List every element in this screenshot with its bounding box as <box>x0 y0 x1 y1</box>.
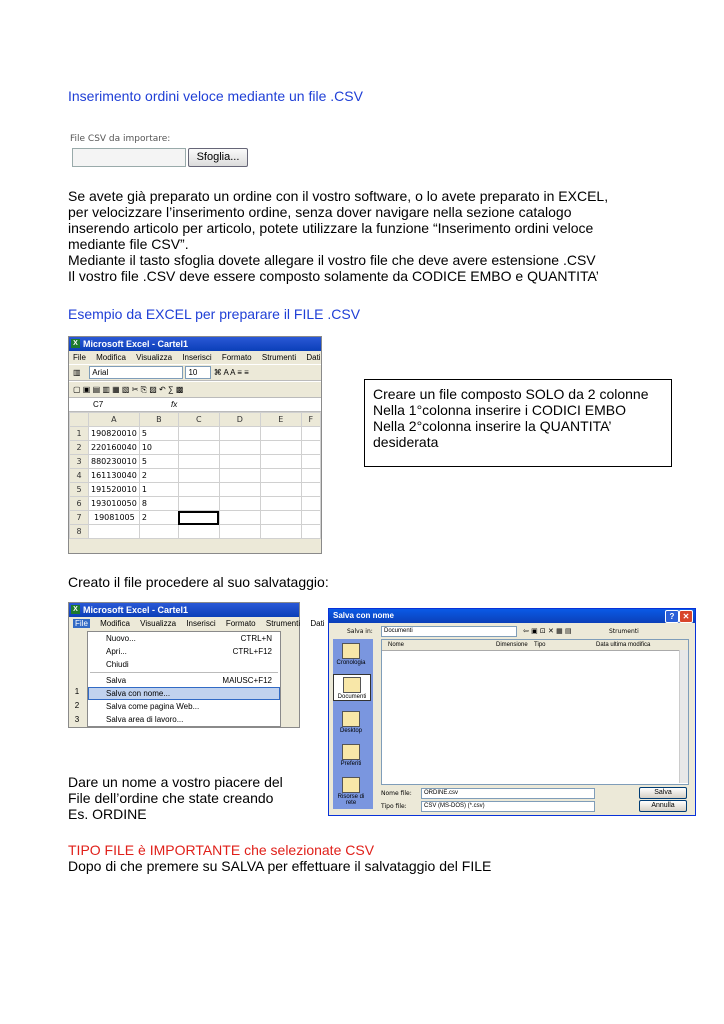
desktop-icon <box>342 711 360 727</box>
table-row <box>70 497 321 511</box>
cell[interactable] <box>260 455 301 469</box>
cell-code[interactable] <box>89 525 140 539</box>
row-number[interactable]: 1 <box>74 687 80 696</box>
scrollbar[interactable] <box>679 650 688 783</box>
row-number[interactable]: 7 <box>70 511 89 525</box>
cell[interactable] <box>260 511 301 525</box>
cell-code[interactable]: 880230010 <box>89 455 140 469</box>
formula-bar <box>69 398 321 412</box>
callout-line: Nella 1°colonna inserire i CODICI EMBO <box>373 402 627 418</box>
intro-line: Se avete già preparato un ordine con il vostro software, o lo avete preparato in EXCEL, <box>68 188 609 204</box>
cell[interactable] <box>301 483 320 497</box>
excel-menu-bar <box>69 351 321 364</box>
filetype-label: Tipo file: <box>381 803 407 810</box>
excel-title: Microsoft Excel - Cartel1 <box>83 605 189 615</box>
intro-line: per velocizzare l’inserimento ordine, senza dover navigare nella sezione catalogo <box>68 204 572 220</box>
cell[interactable] <box>301 525 320 539</box>
cell[interactable] <box>301 511 320 525</box>
callout-line: Nella 2°colonna inserire la QUANTITA’ <box>373 418 612 434</box>
selected-cell[interactable] <box>178 511 219 525</box>
excel-title-bar <box>69 603 299 617</box>
menu-item-new[interactable]: Nuovo... CTRL+N <box>106 634 272 643</box>
cell-code[interactable]: 220160040 <box>89 441 140 455</box>
file-dropdown-menu <box>87 631 281 727</box>
filename-label: Nome file: <box>381 790 412 797</box>
callout-line: Creare un file composto SOLO da 2 colonne <box>373 386 649 402</box>
cell-qty[interactable]: 1 <box>139 483 178 497</box>
dialog-title: Salva con nome <box>333 611 394 620</box>
dialog-title-bar <box>329 609 695 623</box>
column-header[interactable]: B <box>139 413 178 427</box>
font-size-select[interactable]: 10 <box>185 366 211 379</box>
column-type[interactable]: Tipo <box>534 642 546 648</box>
menu-item-save[interactable]: Salva MAIUSC+F12 <box>106 676 272 685</box>
column-header[interactable]: D <box>219 413 260 427</box>
column-modified[interactable]: Data ultima modifica <box>596 642 651 648</box>
row-number[interactable]: 3 <box>74 715 80 724</box>
cancel-button[interactable]: Annulla <box>639 800 687 812</box>
cell[interactable] <box>219 455 260 469</box>
cell[interactable] <box>178 483 219 497</box>
formatting-toolbar <box>69 364 321 381</box>
cell-code[interactable]: 161130040 <box>89 469 140 483</box>
column-size[interactable]: Dimensione <box>496 642 528 648</box>
table-row <box>70 469 321 483</box>
save-step-text: Creato il file procedere al suo salvataggio: <box>68 574 329 590</box>
intro-line: Mediante il tasto sfoglia dovete allegare il vostro file che deve avere estensione .CSV <box>68 252 596 268</box>
standard-toolbar <box>69 381 321 398</box>
row-number[interactable]: 2 <box>70 441 89 455</box>
column-header[interactable]: C <box>178 413 219 427</box>
instruction-line: Es. ORDINE <box>68 806 147 822</box>
cell-code[interactable]: 19081005 <box>89 511 140 525</box>
menu-item-save-as[interactable]: Salva con nome... <box>88 687 280 700</box>
folder-icon <box>343 677 361 693</box>
excel-title: Microsoft Excel - Cartel1 <box>83 339 189 349</box>
menu-item-save-web[interactable]: Salva come pagina Web... <box>106 702 200 711</box>
cell-qty[interactable]: 2 <box>139 469 178 483</box>
table-row <box>70 511 321 525</box>
browse-button[interactable]: Sfoglia... <box>188 148 248 167</box>
cell[interactable] <box>260 483 301 497</box>
cell-qty[interactable]: 10 <box>139 441 178 455</box>
nav-toolbar-icons[interactable]: ⇦ ▣ ⊡ ✕ ▦ ▤ <box>523 627 572 635</box>
file-list-header <box>382 640 688 651</box>
place-favorites[interactable]: Preferiti <box>333 744 369 767</box>
name-box[interactable]: C7 <box>93 400 104 409</box>
cell[interactable] <box>178 469 219 483</box>
menu-item-close[interactable]: Chiudi <box>106 660 129 669</box>
file-path-input[interactable] <box>72 148 186 167</box>
row-number[interactable]: 3 <box>70 455 89 469</box>
place-network[interactable]: Risorse di rete <box>333 777 369 806</box>
row-number[interactable]: 6 <box>70 497 89 511</box>
close-icon[interactable]: ✕ <box>679 610 693 623</box>
cell-code[interactable]: 190820010 <box>89 427 140 441</box>
menu-file[interactable]: File <box>73 353 86 362</box>
toolbar-icons[interactable]: ▢ ▣ ▤ ▥ ▦ ▧ ✂ ⎘ ▨ ↶ ∑ ▩ <box>73 385 184 394</box>
cell[interactable] <box>301 497 320 511</box>
cell[interactable] <box>301 455 320 469</box>
table-row <box>70 441 321 455</box>
file-upload-widget <box>70 134 255 170</box>
cell-qty[interactable] <box>139 525 178 539</box>
cell[interactable] <box>178 455 219 469</box>
menu-modifica[interactable]: Modifica <box>96 353 126 362</box>
place-desktop[interactable]: Desktop <box>333 711 369 734</box>
row-number[interactable]: 4 <box>70 469 89 483</box>
menu-dati[interactable]: Dati <box>310 619 325 628</box>
excel-logo-icon: X <box>71 605 80 614</box>
cell[interactable] <box>260 441 301 455</box>
cell[interactable] <box>219 525 260 539</box>
instruction-callout <box>364 379 672 467</box>
cell[interactable] <box>301 427 320 441</box>
row-number[interactable]: 8 <box>70 525 89 539</box>
table-row <box>70 483 321 497</box>
row-headers <box>69 685 85 727</box>
cell[interactable] <box>178 427 219 441</box>
excel-menu-bar <box>69 617 325 630</box>
menu-modifica[interactable]: Modifica <box>100 619 130 628</box>
save-button[interactable]: Salva <box>639 787 687 799</box>
callout-line: desiderata <box>373 434 439 450</box>
history-icon <box>342 643 360 659</box>
filename-instructions <box>68 774 283 822</box>
corner-cell[interactable] <box>70 413 89 427</box>
cell[interactable] <box>178 525 219 539</box>
save-as-dialog <box>328 608 696 816</box>
file-type-warning: TIPO FILE è IMPORTANTE che selezionate CSV <box>68 842 375 858</box>
column-header[interactable]: E <box>260 413 301 427</box>
intro-line: mediante file CSV”. <box>68 236 189 252</box>
column-name[interactable]: Nome <box>388 642 405 648</box>
cell-qty[interactable]: 8 <box>139 497 178 511</box>
menu-strumenti[interactable]: Strumenti <box>261 353 297 362</box>
cell[interactable] <box>260 497 301 511</box>
intro-paragraph <box>68 188 608 284</box>
menu-formato[interactable]: Formato <box>221 353 252 362</box>
menu-visualizza[interactable]: Visualizza <box>140 619 177 628</box>
menu-dati[interactable]: Dati <box>306 353 321 362</box>
network-icon <box>342 777 360 793</box>
tools-menu[interactable]: Strumenti <box>609 628 639 635</box>
cell[interactable] <box>219 441 260 455</box>
instruction-line: File dell’ordine che state creando <box>68 790 274 806</box>
menu-file[interactable]: File <box>75 619 88 628</box>
section-heading: Esempio da EXCEL per preparare il FILE .CSV <box>68 306 361 322</box>
page-title: Inserimento ordini veloce mediante un file .CSV <box>68 88 363 104</box>
row-number[interactable]: 1 <box>70 427 89 441</box>
column-header[interactable]: F <box>301 413 320 427</box>
table-row <box>70 525 321 539</box>
excel-window <box>68 336 322 554</box>
menu-visualizza[interactable]: Visualizza <box>136 353 173 362</box>
filename-input[interactable]: ORDINE.csv <box>421 788 595 799</box>
font-select[interactable]: Arial <box>89 366 183 379</box>
save-in-select[interactable]: Documenti <box>381 626 517 637</box>
intro-line: inserendo articolo per articolo, potete utilizzare la funzione “Inserimento ordini veloce <box>68 220 594 236</box>
final-instruction: Dopo di che premere su SALVA per effettuare il salvataggio del FILE <box>68 858 492 874</box>
save-in-label: Salva in: <box>347 628 373 635</box>
spreadsheet-grid <box>69 412 321 539</box>
toolbar-icon[interactable]: ▥ <box>73 368 81 377</box>
cell-qty[interactable]: 2 <box>139 511 178 525</box>
menu-inserisci[interactable]: Inserisci <box>186 619 216 628</box>
fx-icon[interactable]: fx <box>171 400 178 409</box>
instruction-line: Dare un nome a vostro piacere del <box>68 774 283 790</box>
excel-file-menu-window <box>68 602 325 728</box>
row-number[interactable]: 2 <box>74 701 80 710</box>
table-row <box>70 427 321 441</box>
filetype-select[interactable]: CSV (MS-DOS) (*.csv) <box>421 801 595 812</box>
menu-item-save-workspace[interactable]: Salva area di lavoro... <box>106 715 184 724</box>
row-number[interactable]: 5 <box>70 483 89 497</box>
column-header[interactable]: A <box>89 413 140 427</box>
menu-item-open[interactable]: Apri... CTRL+F12 <box>106 647 272 656</box>
file-list[interactable] <box>381 639 689 785</box>
cell[interactable] <box>219 511 260 525</box>
cell[interactable] <box>260 469 301 483</box>
cell[interactable] <box>260 525 301 539</box>
menu-inserisci[interactable]: Inserisci <box>182 353 212 362</box>
table-row <box>70 455 321 469</box>
places-bar <box>333 639 373 809</box>
excel-logo-icon: X <box>71 339 80 348</box>
cell[interactable] <box>178 441 219 455</box>
cell-qty[interactable]: 5 <box>139 455 178 469</box>
favorites-icon <box>342 744 360 760</box>
toolbar-icons[interactable]: ⌘ A A ≡ ≡ <box>213 368 249 377</box>
place-history[interactable]: Cronologia <box>333 643 369 666</box>
cell-code[interactable]: 193010050 <box>89 497 140 511</box>
cell[interactable] <box>301 441 320 455</box>
cell[interactable] <box>219 497 260 511</box>
cell-qty[interactable]: 5 <box>139 427 178 441</box>
menu-strumenti[interactable]: Strumenti <box>265 619 301 628</box>
help-icon[interactable]: ? <box>665 610 679 623</box>
cell[interactable] <box>219 469 260 483</box>
intro-line: Il vostro file .CSV deve essere composto solamente da CODICE EMBO e QUANTITA’ <box>68 268 599 284</box>
cell-code[interactable]: 191520010 <box>89 483 140 497</box>
excel-title-bar <box>69 337 321 351</box>
menu-formato[interactable]: Formato <box>225 619 256 628</box>
cell[interactable] <box>219 483 260 497</box>
cell[interactable] <box>301 469 320 483</box>
cell[interactable] <box>178 497 219 511</box>
file-upload-label: File CSV da importare: <box>70 134 171 144</box>
place-documents[interactable]: Documenti <box>333 674 371 701</box>
cell[interactable] <box>260 427 301 441</box>
cell[interactable] <box>219 427 260 441</box>
